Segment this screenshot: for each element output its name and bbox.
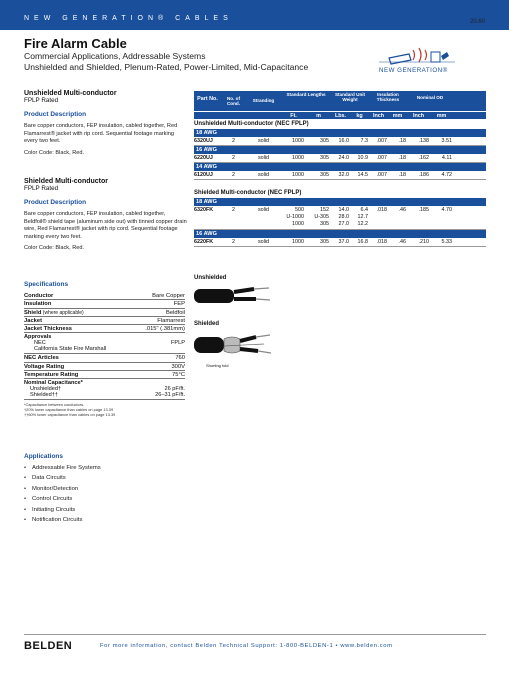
- specs-table: [24, 292, 185, 417]
- unshielded-description: Bare copper conductors, FEP insulation, cabled together, Red Flamarrest® jacket with rip cord. Sequential footage marking every two feet.: [24, 123, 178, 145]
- table-cell: 14.5: [357, 172, 368, 178]
- table-cell: 2: [232, 172, 235, 178]
- subtitle-1: Commercial Applications, Addressable Systems: [24, 51, 206, 61]
- table-cell: 2: [232, 138, 235, 144]
- spec-row: Insulation FEP: [24, 301, 185, 308]
- header-title: NEW GENERATION® CABLES: [24, 15, 233, 22]
- spec-row: Shield (where applicable) Beldfoil: [24, 309, 185, 316]
- list-item: • Monitor/Detection: [24, 484, 101, 494]
- list-item: • Initiating Circuits: [24, 505, 101, 515]
- spec-row: NEC Articles 760: [24, 355, 185, 362]
- shielded-table-title: Shielded Multi-conductor (NEC FPLP): [194, 190, 302, 196]
- belden-logo: BELDEN: [24, 640, 73, 652]
- table-cell: 6320UJ: [194, 138, 213, 144]
- list-item: • Addressable Fire Systems: [24, 463, 101, 473]
- shielded-description: Bare copper conductors, FEP insulation, cabled together, Beldfoil® shield tape (aluminum side out) with tinned copper drain wire, Red Flamarrest® jacket with rip cord. Sequential footage marking every two feet.: [24, 211, 187, 240]
- table-cell: 16.0: [338, 138, 349, 144]
- spec-row: Voltage Rating 300V: [24, 363, 185, 370]
- table-cell: 1000: [292, 138, 304, 144]
- awg-group: 18 AWG: [194, 129, 486, 137]
- product-table: [194, 91, 486, 247]
- unshielded-color-code: Color Code: Black, Red.: [24, 149, 85, 156]
- logo-text: NEW GENERATION®: [379, 67, 448, 74]
- shielded-cable-icon: [194, 329, 274, 365]
- table-cell: solid: [257, 138, 270, 144]
- table-row: [194, 154, 486, 163]
- awg-group: 16 AWG: [194, 230, 486, 238]
- table-row: [194, 137, 486, 146]
- footnotes: *Capacitance between conductors. †20% lower capacitance than cables on page 13.39 ††60% lower capacitance than cables on page 13.39: [24, 402, 116, 418]
- awg-group: 16 AWG: [194, 146, 486, 154]
- table-cell: 7.3: [360, 138, 368, 144]
- table-cell: .18: [398, 138, 406, 144]
- table-cell: 32.0: [338, 172, 349, 178]
- table-cell: 305: [320, 155, 329, 161]
- specs-heading: Specifications: [24, 281, 69, 288]
- subtitle-2: Unshielded and Shielded, Plenum-Rated, Power-Limited, Mid-Capacitance: [24, 62, 309, 72]
- unshielded-table-title: Unshielded Multi-conductor (NEC FPLP): [194, 121, 309, 127]
- table-cell: 3.51: [441, 138, 452, 144]
- unshielded-label: Unshielded: [194, 275, 227, 281]
- table-cell: 10.9: [357, 155, 368, 161]
- table-subheader: Ft. m Lbs. kg Inch mm Inch mm: [194, 111, 486, 119]
- table-cell: .138: [418, 138, 429, 144]
- table-cell: 24.0: [338, 155, 349, 161]
- table-cell: 305: [320, 172, 329, 178]
- table-cell: .18: [398, 155, 406, 161]
- table-header: Part No. No. of Cond. Stranding Standard Lengths Standard Unit Weight Insulation Thickness Nominal OD: [194, 91, 486, 111]
- table-cell: solid: [257, 172, 270, 178]
- table-row: [194, 171, 486, 180]
- table-cell: solid: [257, 155, 270, 161]
- table-cell: .007: [376, 138, 387, 144]
- page-title: Fire Alarm Cable: [24, 36, 127, 51]
- table-cell: .18: [398, 172, 406, 178]
- applications-heading: Applications: [24, 453, 64, 460]
- contact-info: For more information, contact Belden Technical Support: 1-800-BELDEN-1 • www.belden.com: [100, 643, 393, 649]
- table-row: 6320FK 2 solid 500 U-1000 1000 152 U-305 305 14.0 28.0 27.0 6.4 12.7 12.2 .018 .46 .185 4.70: [194, 206, 486, 230]
- shorting-fold-label: Shorting fold: [206, 363, 229, 368]
- spec-row-approvals: Approvals NEC California State Fire Marshall FPLP: [24, 334, 185, 353]
- spec-row: Jacket Thickness .015" (.381mm): [24, 326, 185, 333]
- table-cell: 4.72: [441, 172, 452, 178]
- list-item: • Control Circuits: [24, 494, 101, 504]
- shielded-color-code: Color Code: Black, Red.: [24, 245, 85, 252]
- spec-row: Jacket Flamarrest: [24, 317, 185, 324]
- spec-row-capacitance: Nominal Capacitance* Unshielded† 26 pF/ft. Shielded†† 26–31 pF/ft.: [24, 380, 185, 399]
- unshielded-section: [24, 90, 189, 157]
- list-item: • Notification Circuits: [24, 515, 101, 525]
- unshielded-rating: FPLP Rated: [24, 97, 59, 104]
- list-item: • Data Circuits: [24, 473, 101, 483]
- table-cell: 6220UJ: [194, 155, 213, 161]
- shielded-rating: FPLP Rated: [24, 185, 59, 192]
- table-cell: 6120UJ: [194, 172, 213, 178]
- table-cell: 4.11: [441, 155, 452, 161]
- awg-group: 18 AWG: [194, 198, 486, 206]
- unshielded-desc-heading: Product Description: [24, 111, 87, 118]
- applications-list: [24, 463, 101, 525]
- table-cell: .162: [418, 155, 429, 161]
- table-cell: 1000: [292, 172, 304, 178]
- table-cell: 1000: [292, 155, 304, 161]
- table-cell: .007: [376, 172, 387, 178]
- shielded-heading: Shielded Multi-conductor: [24, 178, 108, 185]
- table-cell: 2: [232, 155, 235, 161]
- shielded-label: Shielded: [194, 321, 220, 327]
- spec-row: Conductor Bare Copper: [24, 293, 185, 299]
- table-cell: .186: [418, 172, 429, 178]
- spec-row: Temperature Rating 75°C: [24, 372, 185, 379]
- unshielded-heading: Unshielded Multi-conductor: [24, 90, 117, 97]
- awg-group: 14 AWG: [194, 163, 486, 171]
- footer-divider: [24, 634, 486, 635]
- shielded-desc-heading: Product Description: [24, 199, 87, 206]
- table-cell: .007: [376, 155, 387, 161]
- unshielded-rows: [194, 129, 486, 180]
- table-cell: 305: [320, 138, 329, 144]
- page-number: 20.60: [470, 19, 486, 25]
- shielded-section: [24, 178, 189, 253]
- unshielded-cable-icon: [194, 283, 274, 313]
- table-row: 6220FK 2 solid 1000 305 37.0 16.8 .018 .46 .210 5.33: [194, 238, 486, 247]
